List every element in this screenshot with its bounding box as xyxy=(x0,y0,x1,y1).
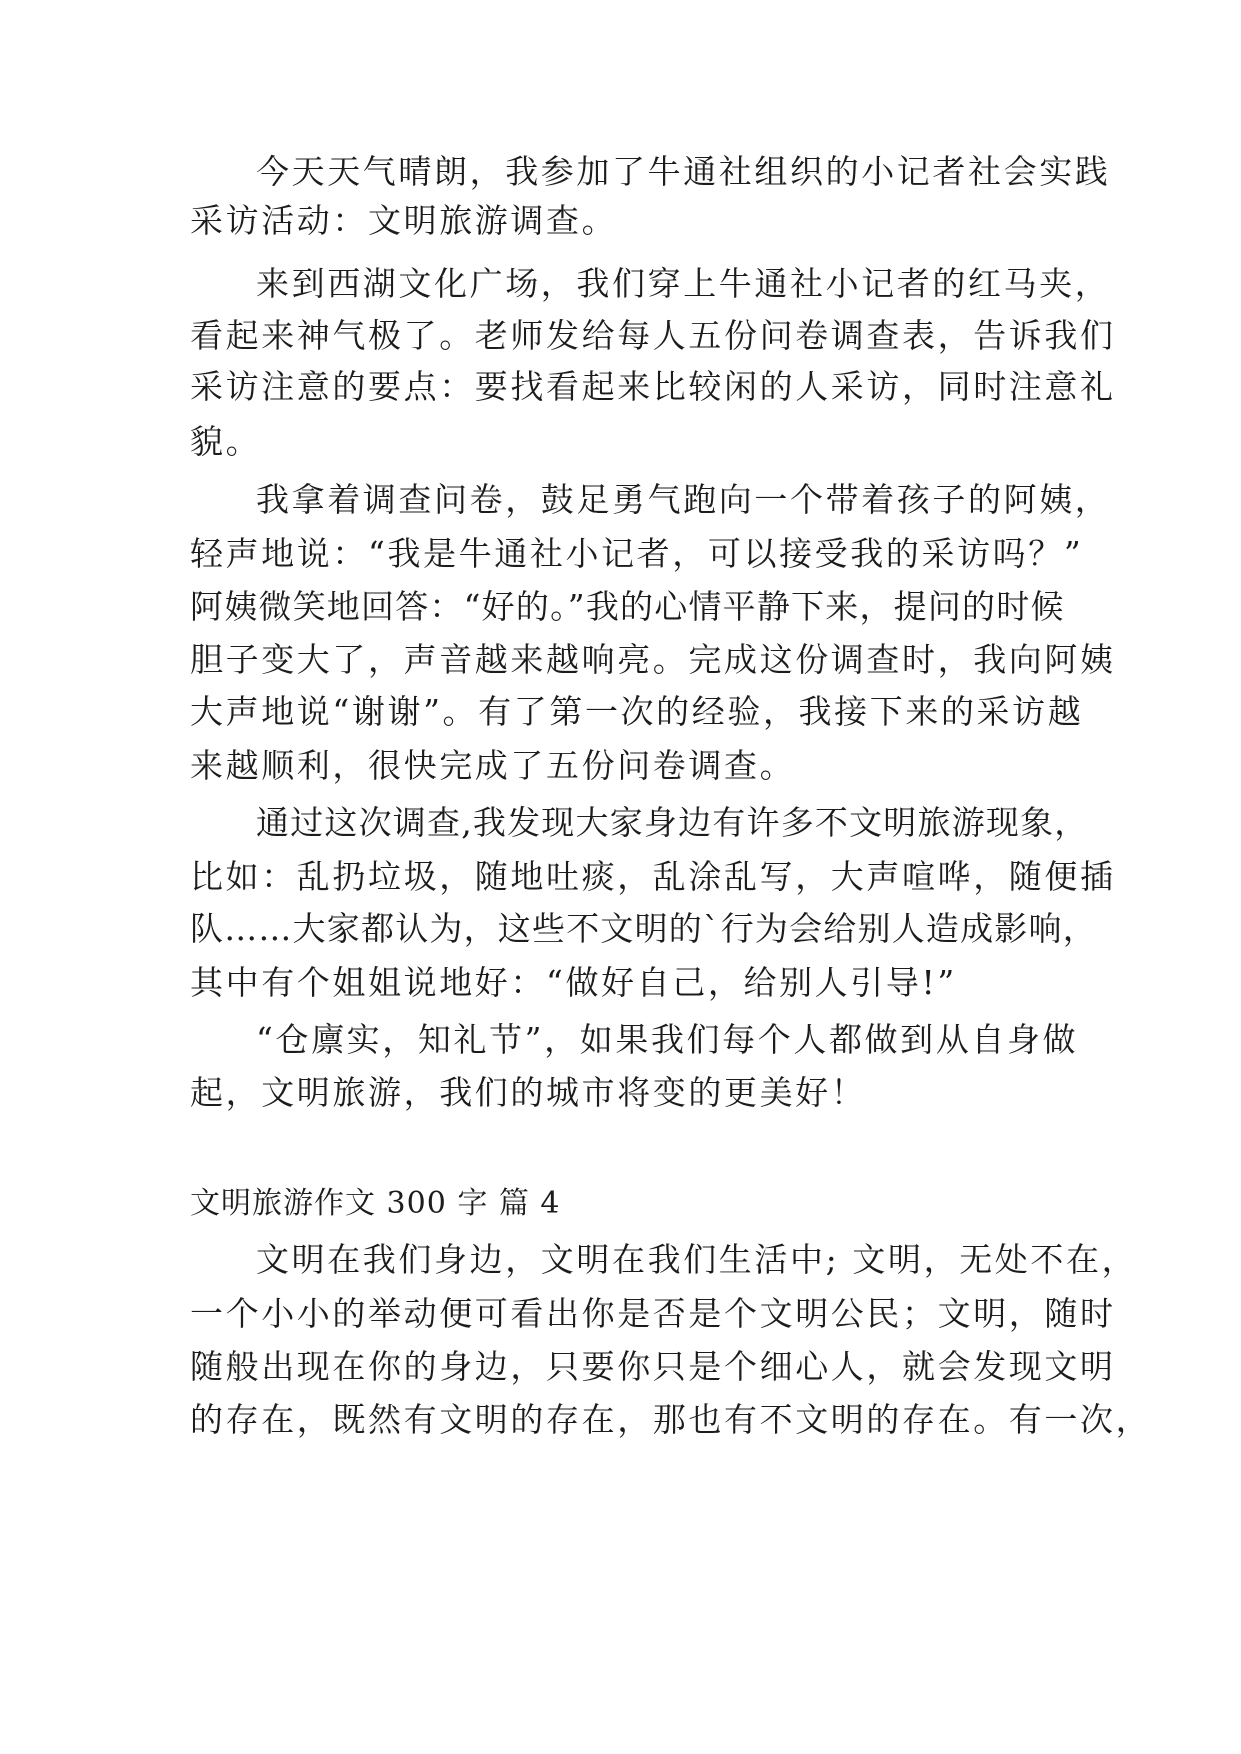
text-line: 大声地说“谢谢”。有了第一次的经验，我接下来的采访越 xyxy=(190,692,1084,731)
text-line: 采访活动：文明旅游调查。 xyxy=(190,201,618,240)
text-line: 来到西湖文化广场，我们穿上牛通社小记者的红马夹， xyxy=(256,264,1111,303)
text-line: 采访注意的要点：要找看起来比较闲的人采访，同时注意礼 xyxy=(190,367,1116,406)
text-line: 胆子变大了，声音越来越响亮。完成这份调查时，我向阿姨 xyxy=(190,640,1116,679)
text-line: 我拿着调查问卷，鼓足勇气跑向一个带着孩子的阿姨， xyxy=(256,480,1111,519)
text-line: 貌。 xyxy=(190,422,262,461)
text-line: 来越顺利，很快完成了五份问卷调查。 xyxy=(190,746,796,785)
text-line: 的存在，既然有文明的存在，那也有不文明的存在。有一次， xyxy=(190,1400,1152,1439)
text-line: 通过这次调查,我发现大家身边有许多不文明旅游现象， xyxy=(256,803,1089,842)
text-line: 队……大家都认为，这些不文明的`行为会给别人造成影响， xyxy=(190,909,1097,948)
text-line: 看起来神气极了。老师发给每人五份问卷调查表，告诉我们 xyxy=(190,316,1116,355)
text-line: “仓廪实，知礼节”，如果我们每个人都做到从自身做 xyxy=(256,1020,1079,1059)
text-line: 轻声地说：“我是牛通社小记者，可以接受我的采访吗？” xyxy=(190,534,1084,573)
text-line: 其中有个姐姐说地好：“做好自己，给别人引导!” xyxy=(190,963,957,1002)
text-line: 一个小小的举动便可看出你是否是个文明公民；文明，随时 xyxy=(190,1294,1116,1333)
text-line: 文明在我们身边，文明在我们生活中; 文明，无处不在， xyxy=(256,1240,1138,1279)
section-heading: 文明旅游作文 300 字 篇 4 xyxy=(190,1186,561,1221)
text-line: 起，文明旅游，我们的城市将变的更美好！ xyxy=(190,1073,867,1112)
text-line: 今天天气晴朗，我参加了牛通社组织的小记者社会实践 xyxy=(256,152,1111,191)
text-line: 随般出现在你的身边，只要你只是个细心人，就会发现文明 xyxy=(190,1347,1116,1386)
text-line: 比如：乱扔垃圾，随地吐痰，乱涂乱写，大声喧哗，随便插 xyxy=(190,857,1116,896)
text-line: 阿姨微笑地回答：“好的。”我的心情平静下来，提问的时候 xyxy=(190,587,1065,626)
